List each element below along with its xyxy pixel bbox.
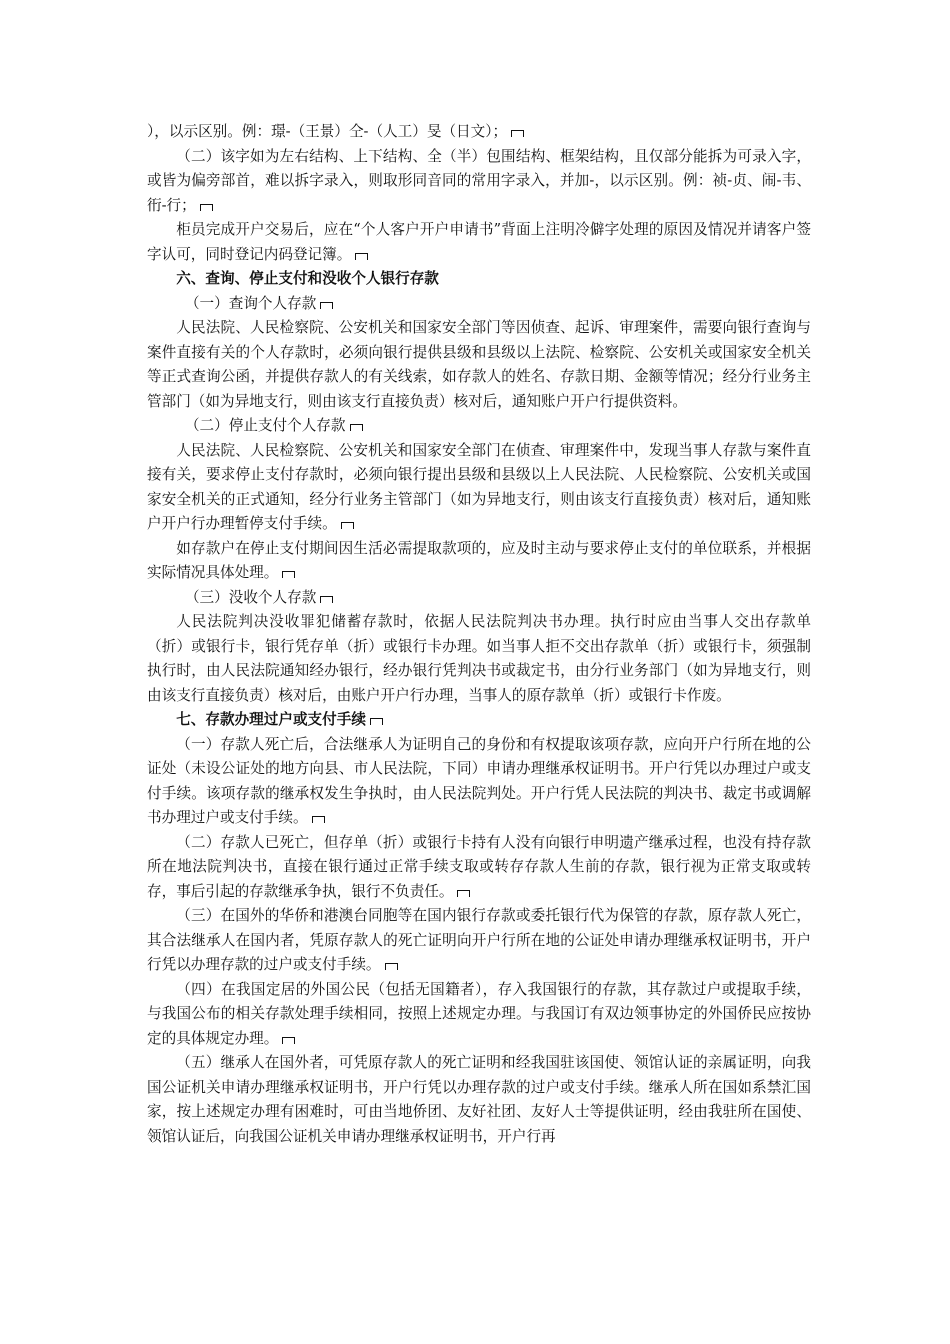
subheading-text: （三）没收个人存款 (184, 588, 317, 606)
paragraph-2 (147, 218, 811, 267)
paragraph-text: ），以示区别。例：璟-（王景）仝-（人工）旻（日文）； (147, 123, 508, 140)
subheading-stop-payment (147, 414, 811, 439)
paragraph-mark-icon (282, 571, 295, 578)
paragraph-0 (147, 120, 811, 145)
paragraph-text: 人民法院、人民检察院、公安机关和国家安全部门等因侦查、起诉、审理案件，需要向银行查询与案件直接有关的个人存款时，必须向银行提供县级和县级以上法院、检察院、公安机关或国家安全机关等正式查询公函，并提供存款人的有关线索，如存款人的姓名、存款日期、金额等情况；经分行业务主管部门（如为异地支行，则由该支行直接负责）核对后，通知账户开户行提供资料。 (147, 319, 811, 410)
heading-text: 七、存款办理过户或支付手续 (176, 711, 366, 728)
paragraph-16 (147, 1051, 811, 1149)
paragraph-text: （二）该字如为左右结构、上下结构、全（半）包围结构、框架结构，且仅部分能拆为可录入字，或皆为偏旁部首，难以拆字录入，则取形同音同的常用字录入，并加-，以示区别。例：祯-贞、闹-韦、衎-行； (147, 147, 811, 214)
paragraph-mark-icon (320, 302, 333, 309)
paragraph-text: 人民法院判决没收罪犯储蓄存款时，依据人民法院判决书办理。执行时应由当事人交出存款单（折）或银行卡，银行凭存单（折）或银行卡办理。如当事人拒不交出存款单（折）或银行卡，须强制执行时，由人民法院通知经办银行，经办银行凭判决书或裁定书，由分行业务部门（如为异地支行，则由该支行直接负责）核对后，由账户开户行办理，当事人的原存款单（折）或银行卡作废。 (147, 613, 811, 704)
paragraph-text: （二）存款人已死亡，但存单（折）或银行卡持有人没有向银行申明遗产继承过程，也没有持存款所在地法院判决书，直接在银行通过正常手续支取或转存存款人生前的存款，银行视为正常支取或转存，事后引起的存款继承争执，银行不负责任。 (147, 833, 811, 900)
paragraph-text: （一）存款人死亡后，合法继承人为证明自己的身份和有权提取该项存款，应向开户行所在地的公证处（未设公证处的地方向县、市人民法院，下同）申请办理继承权证明书。开户行凭以办理过户或支付手续。该项存款的继承权发生争执时，由人民法院判处。开户行凭人民法院的判决书、裁定书或调解书办理过户或支付手续。 (147, 735, 811, 826)
heading-text: 六、查询、停止支付和没收个人银行存款 (176, 270, 439, 287)
paragraph-mark-icon (370, 718, 383, 725)
paragraph-mark-icon (350, 424, 363, 431)
paragraph-13 (147, 831, 811, 905)
paragraph-mark-icon (511, 130, 524, 137)
paragraph-10 (147, 610, 811, 708)
paragraph-mark-icon (457, 890, 470, 897)
paragraph-text: 柜员完成开户交易后，应在“个人客户开户申请书”背面上注明冷僻字处理的原因及情况并请客户签字认可，同时登记内码登记簿。 (147, 221, 811, 263)
subheading-confiscate (147, 586, 811, 611)
paragraph-text: 人民法院、人民检察院、公安机关和国家安全部门在侦查、审理案件中，发现当事人存款与案件直接有关，要求停止支付存款时，必须向银行提出县级和县级以上人民法院、人民检察院、公安机关或国家安全机关的正式通知，经分行业务主管部门（如为异地支行，则由该支行直接负责）核对后，通知账户开户行办理暂停支付手续。 (147, 441, 811, 532)
paragraph-text: （四）在我国定居的外国公民（包括无国籍者），存入我国银行的存款，其存款过户或提取手续，与我国公布的相关存款处理手续相同，按照上述规定办理。与我国订有双边领事协定的外国侨民应按协定的具体规定办理。 (147, 980, 811, 1047)
document-page (147, 120, 811, 1149)
subheading-text: （二）停止支付个人存款 (184, 417, 346, 434)
paragraph-mark-icon (320, 596, 333, 603)
paragraph-text: （三）在国外的华侨和港澳台同胞等在国内银行存款或委托银行代为保管的存款，原存款人死亡，其合法继承人在国内者，凭原存款人的死亡证明向开户行所在地的公证处申请办理继承权证明书，开户行凭以办理存款的过户或支付手续。 (147, 907, 811, 973)
subheading-text: （一）查询个人存款 (184, 294, 317, 312)
paragraph-mark-icon (312, 816, 325, 823)
paragraph-8 (147, 537, 811, 586)
section-heading-6 (147, 267, 811, 292)
paragraph-1 (147, 145, 811, 219)
paragraph-mark-icon (385, 963, 398, 970)
paragraph-text: 如存款户在停止支付期间因生活必需提取款项的，应及时主动与要求停止支付的单位联系，并根据实际情况具体处理。 (147, 539, 811, 581)
paragraph-mark-icon (200, 204, 213, 211)
paragraph-7 (147, 439, 811, 537)
paragraph-mark-icon (341, 522, 354, 529)
paragraph-text: （五）继承人在国外者，可凭原存款人的死亡证明和经我国驻该国使、领馆认证的亲属证明，向我国公证机关申请办理继承权证明书，开户行凭以办理存款的过户或支付手续。继承人所在国如系禁汇国家，按上述规定办理有困难时，可由当地侨团、友好社团、友好人士等提供证明，经由我驻所在国使、领馆认证后，向我国公证机关申请办理继承权证明书，开户行再 (147, 1054, 811, 1145)
paragraph-5 (147, 316, 811, 414)
paragraph-14 (147, 904, 811, 978)
paragraph-mark-icon (355, 253, 368, 260)
subheading-query (147, 292, 811, 317)
section-heading-7 (147, 708, 811, 733)
paragraph-mark-icon (282, 1037, 295, 1044)
paragraph-15 (147, 978, 811, 1052)
paragraph-12 (147, 733, 811, 831)
